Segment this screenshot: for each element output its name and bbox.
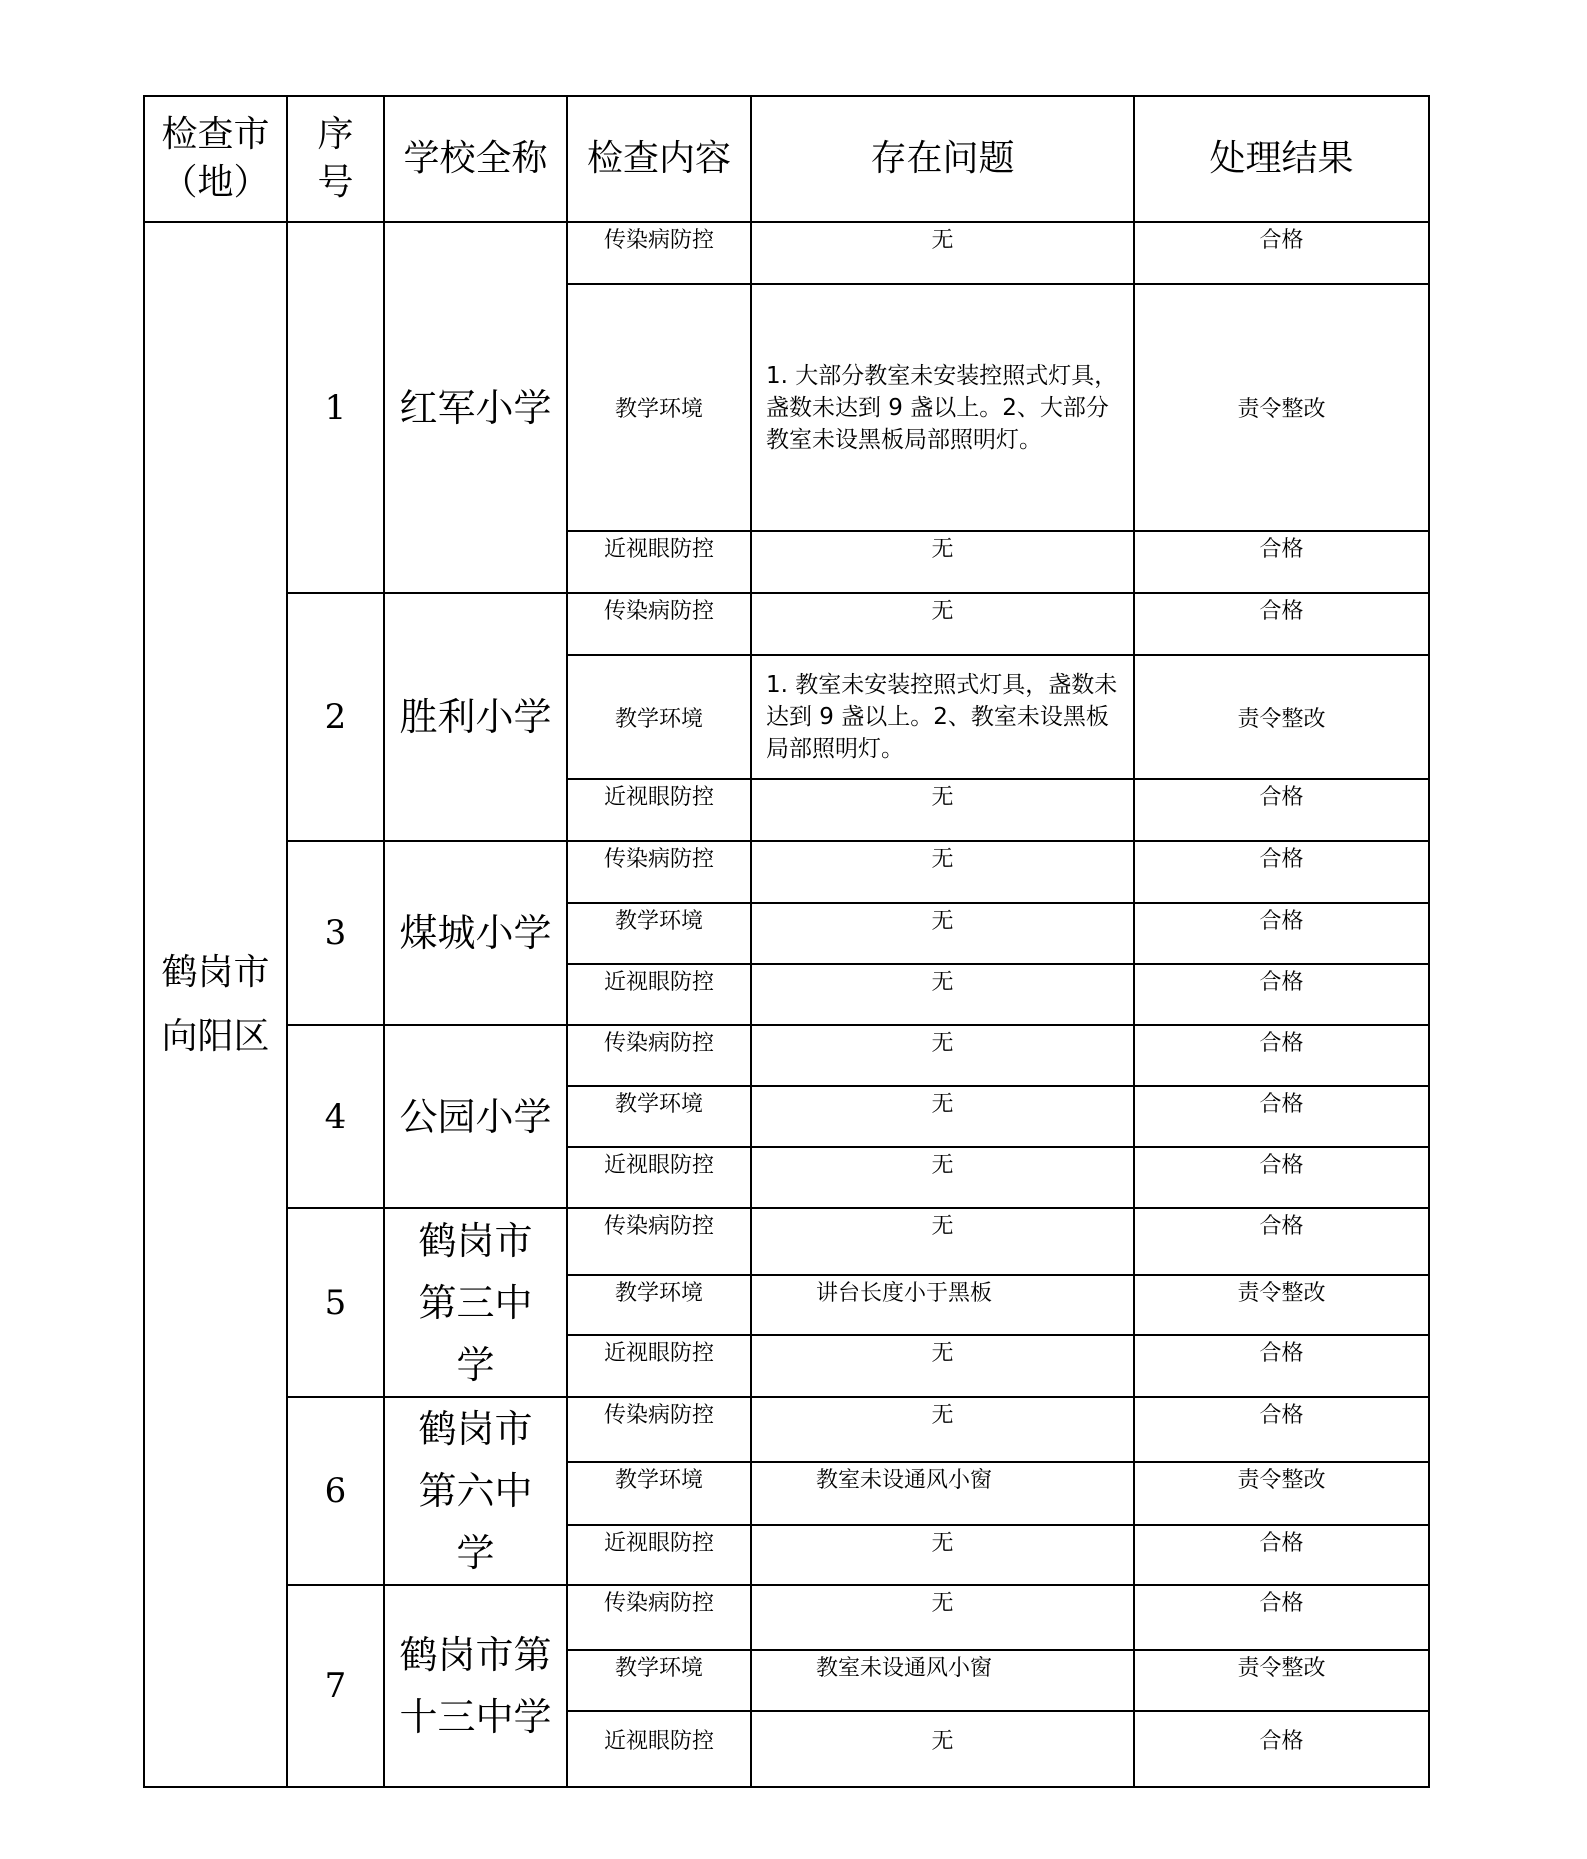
seq-cell: 7 [287,1585,384,1787]
school-name-text: 鹤岗市第六中学 [418,1407,533,1575]
check-result: 合格 [1134,1397,1429,1462]
header-result: 处理结果 [1134,96,1429,222]
check-content: 传染病防控 [567,841,751,903]
check-issue: 无 [751,1335,1134,1397]
check-result: 合格 [1134,531,1429,593]
check-result: 合格 [1134,1025,1429,1086]
seq-cell: 6 [287,1397,384,1585]
school-name [384,1585,567,1787]
check-result: 责令整改 [1134,1275,1429,1335]
check-issue: 无 [751,964,1134,1025]
check-content: 教学环境 [567,1086,751,1147]
city-name: 鹤岗市向阳区 [161,951,270,1057]
school-name: 红军小学 [384,222,567,593]
check-content: 传染病防控 [567,222,751,284]
seq-cell: 4 [287,1025,384,1208]
check-content: 近视眼防控 [567,1525,751,1585]
check-result: 合格 [1134,1086,1429,1147]
check-content: 传染病防控 [567,1025,751,1086]
table-row [144,1397,1429,1462]
check-result: 合格 [1134,1147,1429,1208]
header-seq [287,96,384,222]
check-result: 合格 [1134,1711,1429,1787]
check-issue: 1. 大部分教室未安装控照式灯具，盏数未达到 9 盏以上。2、大部分教室未设黑板局部照明灯。 [751,284,1134,531]
check-issue: 教室未设通风小窗 [751,1650,1134,1711]
seq-cell: 3 [287,841,384,1025]
check-issue: 无 [751,903,1134,964]
check-result: 合格 [1134,593,1429,655]
header-seq-text: 序号 [317,114,354,203]
check-result: 责令整改 [1134,1462,1429,1524]
check-issue: 无 [751,1147,1134,1208]
school-name-text: 鹤岗市第三中学 [418,1218,533,1387]
check-content: 教学环境 [567,284,751,531]
table-row [144,841,1429,903]
check-content: 传染病防控 [567,593,751,655]
check-issue: 无 [751,1585,1134,1650]
seq-cell: 2 [287,593,384,841]
check-content: 传染病防控 [567,1585,751,1650]
check-content: 教学环境 [567,655,751,779]
header-issue: 存在问题 [751,96,1134,222]
table-row [144,593,1429,655]
header-content: 检查内容 [567,96,751,222]
school-name: 公园小学 [384,1025,567,1208]
seq-cell: 5 [287,1208,384,1397]
check-issue: 教室未设通风小窗 [751,1462,1134,1524]
check-content: 教学环境 [567,1275,751,1335]
check-result: 合格 [1134,1525,1429,1585]
check-issue: 无 [751,531,1134,593]
check-content: 近视眼防控 [567,1335,751,1397]
seq-cell: 1 [287,222,384,593]
check-content: 近视眼防控 [567,964,751,1025]
check-issue: 无 [751,1086,1134,1147]
check-content: 教学环境 [567,1650,751,1711]
check-issue: 无 [751,1711,1134,1787]
header-row [144,96,1429,222]
check-issue: 无 [751,1525,1134,1585]
inspection-table [143,95,1430,1788]
check-issue: 1. 教室未安装控照式灯具，盏数未达到 9 盏以上。2、教室未设黑板局部照明灯。 [751,655,1134,779]
check-issue: 无 [751,1208,1134,1275]
check-issue: 讲台长度小于黑板 [751,1275,1134,1335]
check-result: 合格 [1134,222,1429,284]
check-result: 责令整改 [1134,655,1429,779]
check-issue: 无 [751,222,1134,284]
table-row [144,1585,1429,1650]
check-content: 近视眼防控 [567,779,751,841]
check-issue: 无 [751,1025,1134,1086]
check-content: 教学环境 [567,1462,751,1524]
check-issue: 无 [751,1397,1134,1462]
check-content: 近视眼防控 [567,531,751,593]
check-result: 合格 [1134,903,1429,964]
check-result: 合格 [1134,841,1429,903]
check-issue: 无 [751,841,1134,903]
check-result: 合格 [1134,964,1429,1025]
school-name [384,1208,567,1397]
school-name-text: 鹤岗市第十三中学 [399,1633,552,1739]
table-row [144,1025,1429,1086]
check-issue: 无 [751,779,1134,841]
check-content: 近视眼防控 [567,1711,751,1787]
check-content: 传染病防控 [567,1397,751,1462]
check-content: 传染病防控 [567,1208,751,1275]
school-name [384,1397,567,1585]
check-result: 合格 [1134,1208,1429,1275]
check-result: 责令整改 [1134,284,1429,531]
header-city-text: 检查市（地） [161,114,270,203]
table-row [144,222,1429,284]
check-result: 责令整改 [1134,1650,1429,1711]
check-result: 合格 [1134,779,1429,841]
school-name: 煤城小学 [384,841,567,1025]
check-content: 近视眼防控 [567,1147,751,1208]
city-cell [144,222,287,1787]
school-name: 胜利小学 [384,593,567,841]
table-row [144,1208,1429,1275]
check-result: 合格 [1134,1585,1429,1650]
check-content: 教学环境 [567,903,751,964]
header-city [144,96,287,222]
check-result: 合格 [1134,1335,1429,1397]
header-school: 学校全称 [384,96,567,222]
check-issue: 无 [751,593,1134,655]
